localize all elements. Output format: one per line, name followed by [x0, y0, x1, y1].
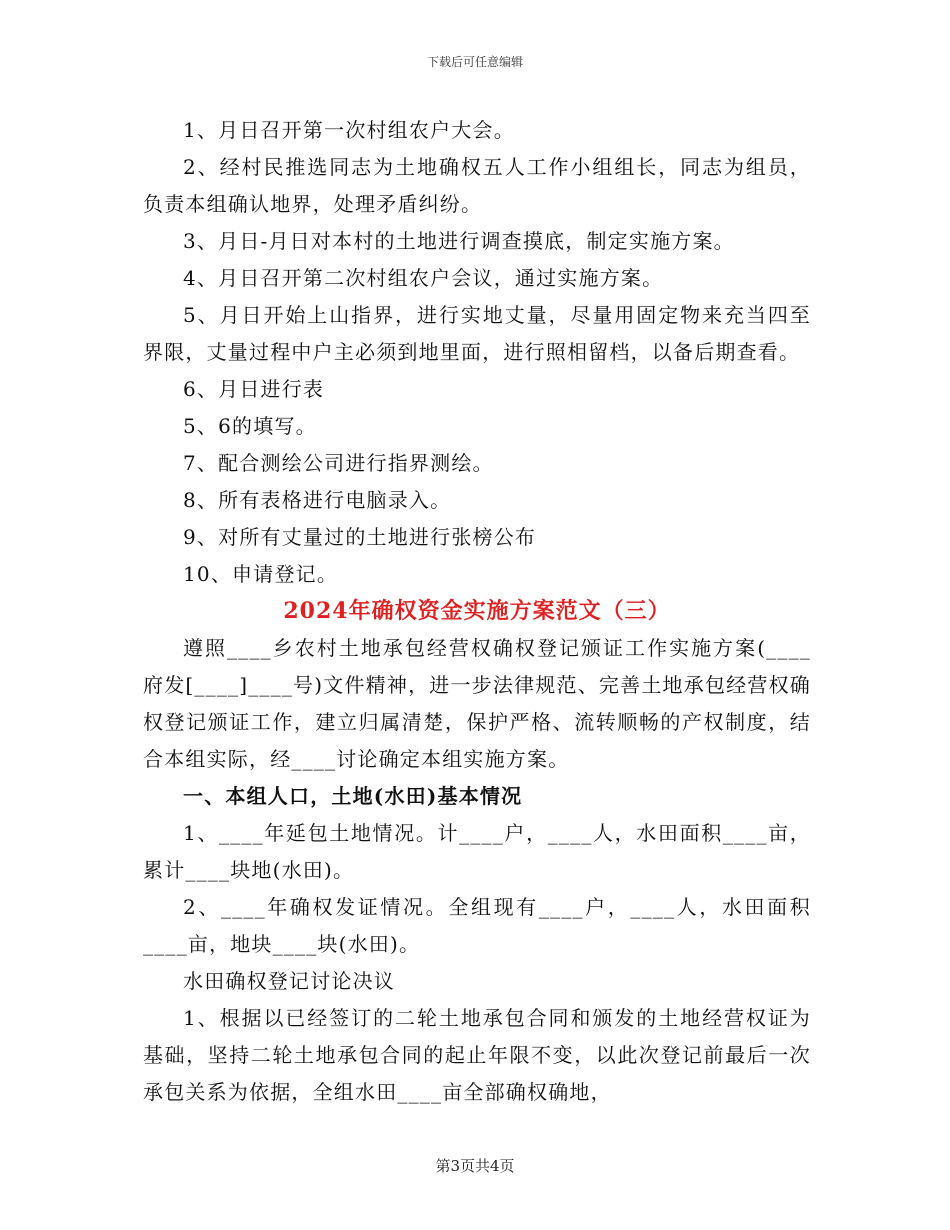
list-item: 5、6的填写。: [183, 414, 317, 438]
list-item: 5、月日开始上山指界，进行实地丈量，尽量用固定物来充当四至界限，丈量过程中户主必须到地里面，进行照相留档，以备后期查看。: [143, 303, 811, 364]
list-item: 6、月日进行表: [183, 377, 325, 401]
subheading: 水田确权登记讨论决议: [183, 969, 395, 993]
intro-paragraph: 遵照____乡农村土地承包经营权确权登记颁证工作实施方案(____府发[____]____号)文件精神，进一步法律规范、完善土地承包经营权确权登记颁证工作，建立归属清楚，保护严格、流转顺畅的产权制度，结合本组实际，经____讨论确定本组实施方案。: [143, 636, 811, 771]
page-footer: 第3页共4页: [435, 1157, 515, 1175]
list-item: 3、月日-月日对本村的土地进行调查摸底，制定实施方案。: [183, 229, 735, 253]
list-item: 2、____年确权发证情况。全组现有____户，____人，水田面积____亩，地块____块(水田)。: [143, 895, 811, 956]
page-header: 下载后可任意编辑: [426, 55, 523, 69]
list-item: 1、____年延包土地情况。计____户，____人，水田面积____亩，累计____块地(水田)。: [143, 821, 811, 882]
list-item: 1、月日召开第一次村组农户大会。: [183, 118, 515, 142]
list-item: 10、申请登记。: [183, 562, 339, 586]
list-item: 9、对所有丈量过的土地进行张榜公布: [183, 525, 537, 549]
list-item: 7、配合测绘公司进行指界测绘。: [183, 451, 494, 475]
document-title: 2024年确权资金实施方案范文（三）: [283, 598, 671, 624]
document-body: [143, 112, 811, 1111]
section-heading: 一、本组人口，土地(水田)基本情况: [183, 784, 523, 808]
list-item: 4、月日召开第二次村组农户会议，通过实施方案。: [183, 266, 664, 290]
list-item: 2、经村民推选同志为土地确权五人工作小组组长，同志为组员，负责本组确认地界，处理矛盾纠纷。: [143, 155, 811, 216]
list-item: 8、所有表格进行电脑录入。: [183, 488, 452, 512]
list-item: 1、根据以已经签订的二轮土地承包合同和颁发的土地经营权证为基础，坚持二轮土地承包合同的起止年限不变，以此次登记前最后一次承包关系为依据，全组水田____亩全部确权确地，: [143, 1006, 811, 1104]
